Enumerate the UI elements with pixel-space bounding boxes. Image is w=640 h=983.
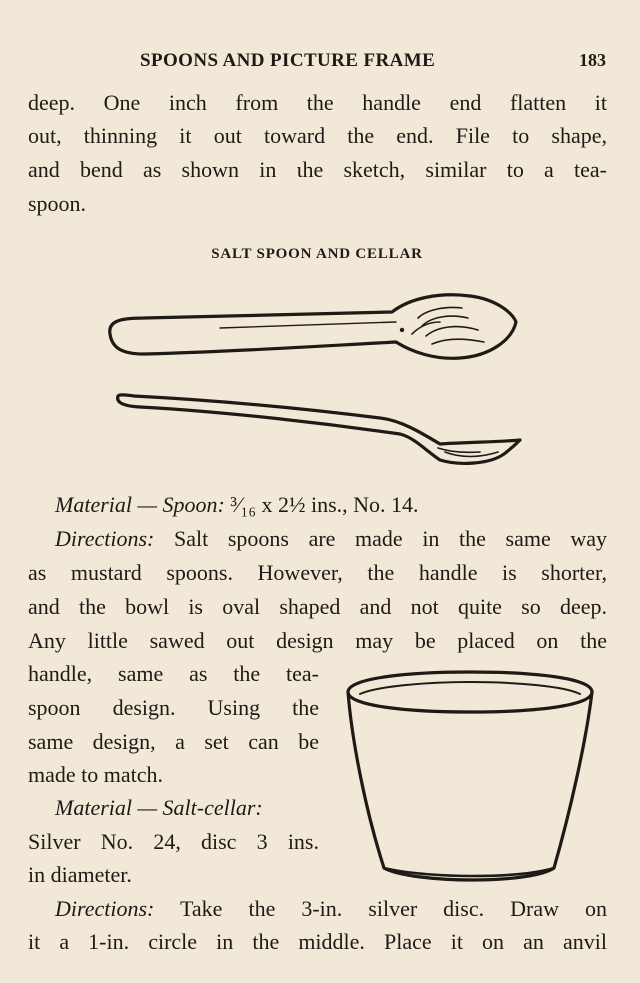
directions-text: Take the 3-in. silver disc. Draw on xyxy=(180,896,607,921)
running-head xyxy=(0,50,640,76)
material-spoon-value: ³⁄₁₆ x 2½ ins., No. 14. xyxy=(230,492,419,517)
directions-text: Salt spoons are made in the same way xyxy=(174,526,607,551)
spoon-side-view-outline xyxy=(118,395,520,464)
directions-cellar-first-line xyxy=(55,892,607,925)
text-line: it a 1-in. circle in the middle. Place it on an anvil xyxy=(28,929,607,954)
text-line: Silver No. 24, disc 3 ins. xyxy=(28,829,319,854)
text-line: spoon. xyxy=(28,191,87,216)
spoon-handle-dot xyxy=(400,328,404,332)
directions-label: Directions: xyxy=(55,896,155,921)
cellar-rim-outer xyxy=(348,672,592,712)
text-line: and the bowl is oval shaped and not quite so deep. xyxy=(28,594,607,619)
directions-spoon-first-line xyxy=(55,522,607,555)
cellar-body xyxy=(348,692,592,880)
material-cellar-label: Material — Salt-cellar: xyxy=(55,795,263,820)
figure-caption: SALT SPOON AND CELLAR xyxy=(211,246,423,262)
spoon-side-bowl-shading xyxy=(438,448,498,457)
text-line: deep. One inch from the handle end flatten it xyxy=(28,90,607,115)
text-line: same design, a set can be xyxy=(28,729,319,754)
cellar-rim-inner xyxy=(360,682,580,694)
text-line: handle, same as the tea- xyxy=(28,661,319,686)
material-cellar-line xyxy=(55,791,319,824)
text-line: out, thinning it out toward the end. File to shape, xyxy=(28,123,607,148)
text-line: in diameter. xyxy=(28,862,132,887)
spoon-handle-inner-line xyxy=(220,322,396,328)
spoon-bowl-shading xyxy=(412,307,484,344)
salt-cellar-illustration xyxy=(338,662,600,890)
page-number: 183 xyxy=(579,50,606,70)
text-line: spoon design. Using the xyxy=(28,695,319,720)
text-line: as mustard spoons. However, the handle is shorter, xyxy=(28,560,607,585)
material-spoon-label: Material — Spoon: xyxy=(55,492,225,517)
text-line: made to match. xyxy=(28,762,164,787)
salt-spoon-illustration xyxy=(100,282,530,472)
directions-label: Directions: xyxy=(55,526,155,551)
text-line: and bend as shown in ιhe sketch, similar to a tea- xyxy=(28,157,607,182)
text-line: Any little sawed out design may be placed on the xyxy=(28,628,607,653)
material-spoon-line xyxy=(55,488,607,521)
running-title: SPOONS AND PICTURE FRAME xyxy=(140,50,436,71)
